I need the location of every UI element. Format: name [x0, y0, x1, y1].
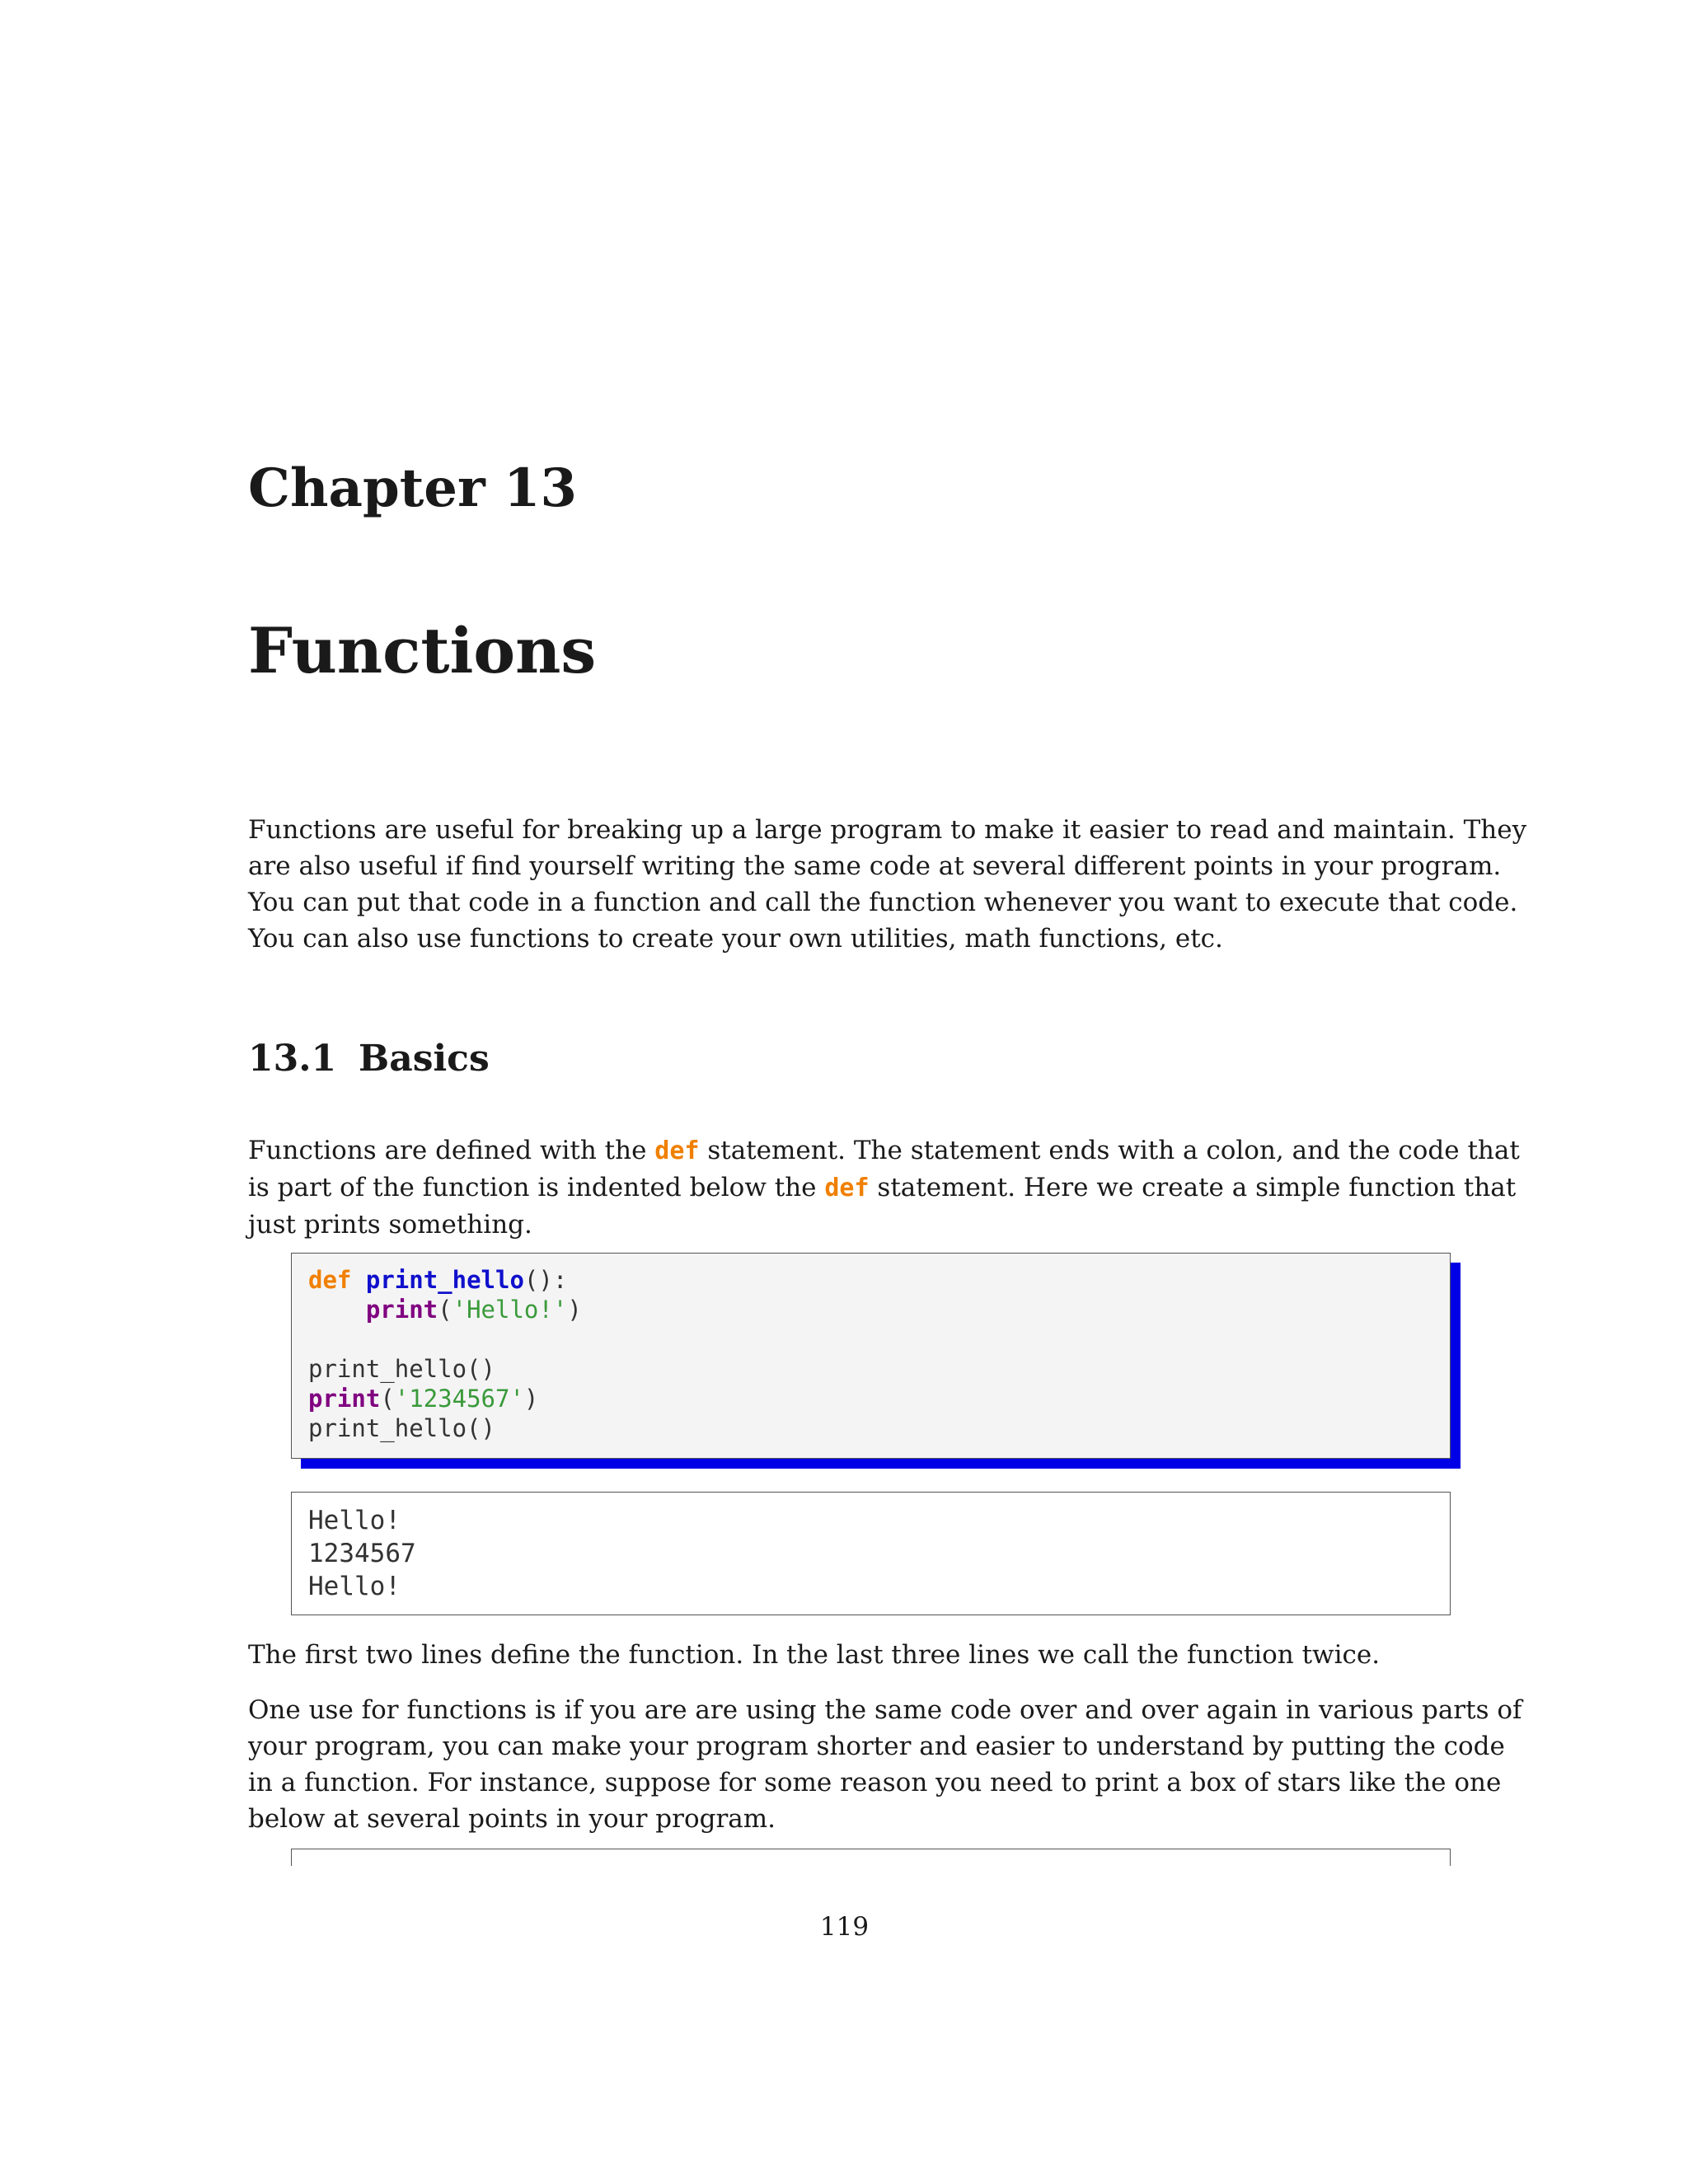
section-number: 13.1 [248, 1038, 337, 1080]
intro-line: are also useful if find yourself writing the same code at several different points in your program. [248, 851, 1502, 881]
output-box [291, 1492, 1451, 1615]
code-punctuation: ( [380, 1385, 395, 1413]
basics-text: statement. Here we create a simple function that [869, 1173, 1517, 1202]
output-line: Hello! [308, 1572, 401, 1601]
code-keyword: def [308, 1266, 352, 1294]
output-line: Hello! [308, 1506, 401, 1535]
code-string: '1234567' [394, 1385, 524, 1413]
usage-line: in a function. For instance, suppose for some reason you need to print a box of stars like the one [248, 1768, 1502, 1797]
code-line-5 [308, 1385, 538, 1413]
def-keyword-inline: def [654, 1137, 700, 1165]
code-line-6: print_hello() [308, 1414, 495, 1442]
code-builtin: print [308, 1385, 381, 1413]
code-punctuation: ( [438, 1296, 452, 1324]
usage-line: One use for functions is if you are are using the same code over and over again in various parts of [248, 1695, 1522, 1725]
output-line: 1234567 [308, 1539, 416, 1568]
basics-text: Functions are defined with the [248, 1136, 655, 1165]
intro-line: You can also use functions to create your own utilities, math functions, etc. [248, 924, 1223, 954]
code-listing [291, 1253, 1451, 1459]
basics-line [248, 1169, 1517, 1207]
usage-paragraph [248, 1692, 1522, 1837]
explanation-paragraph [248, 1637, 1441, 1673]
chapter-title: Functions [248, 614, 597, 687]
section-heading [248, 1034, 490, 1084]
intro-line: You can put that code in a function and call the function whenever you want to execute that code. [248, 888, 1518, 917]
chapter-label: Chapter 13 [248, 457, 578, 519]
code-line-4: print_hello() [308, 1355, 495, 1383]
section-title: Basics [359, 1038, 490, 1080]
code-punctuation: ) [567, 1296, 582, 1324]
code-box [291, 1253, 1451, 1459]
def-keyword-inline: def [824, 1174, 870, 1202]
basics-line [248, 1132, 1520, 1169]
code-line-2 [308, 1296, 582, 1324]
intro-paragraph [248, 812, 1527, 957]
page-number: 119 [819, 1912, 870, 1942]
code-indent [308, 1296, 366, 1324]
basics-paragraph [248, 1132, 1520, 1243]
intro-line: Functions are useful for breaking up a large program to make it easier to read and maintain. They [248, 815, 1527, 845]
code-punctuation: (): [523, 1266, 568, 1294]
code-line-1 [308, 1266, 567, 1294]
usage-line: your program, you can make your program shorter and easier to understand by putting the code [248, 1732, 1505, 1761]
usage-line: below at several points in your program. [248, 1804, 776, 1834]
next-code-box-top [291, 1849, 1451, 1866]
code-string: 'Hello!' [452, 1296, 568, 1324]
output-lines [308, 1504, 416, 1603]
basics-text: statement. The statement ends with a colon, and the code that [699, 1136, 1520, 1165]
explanation-line: The first two lines define the function. In the last three lines we call the function twice. [248, 1640, 1381, 1670]
basics-text: is part of the function is indented below the [248, 1173, 825, 1202]
code-builtin: print [365, 1296, 438, 1324]
code-function-name: print_hello [365, 1266, 524, 1294]
basics-line: just prints something. [248, 1210, 532, 1240]
code-punctuation: ) [523, 1385, 539, 1413]
code-lines [308, 1265, 582, 1443]
